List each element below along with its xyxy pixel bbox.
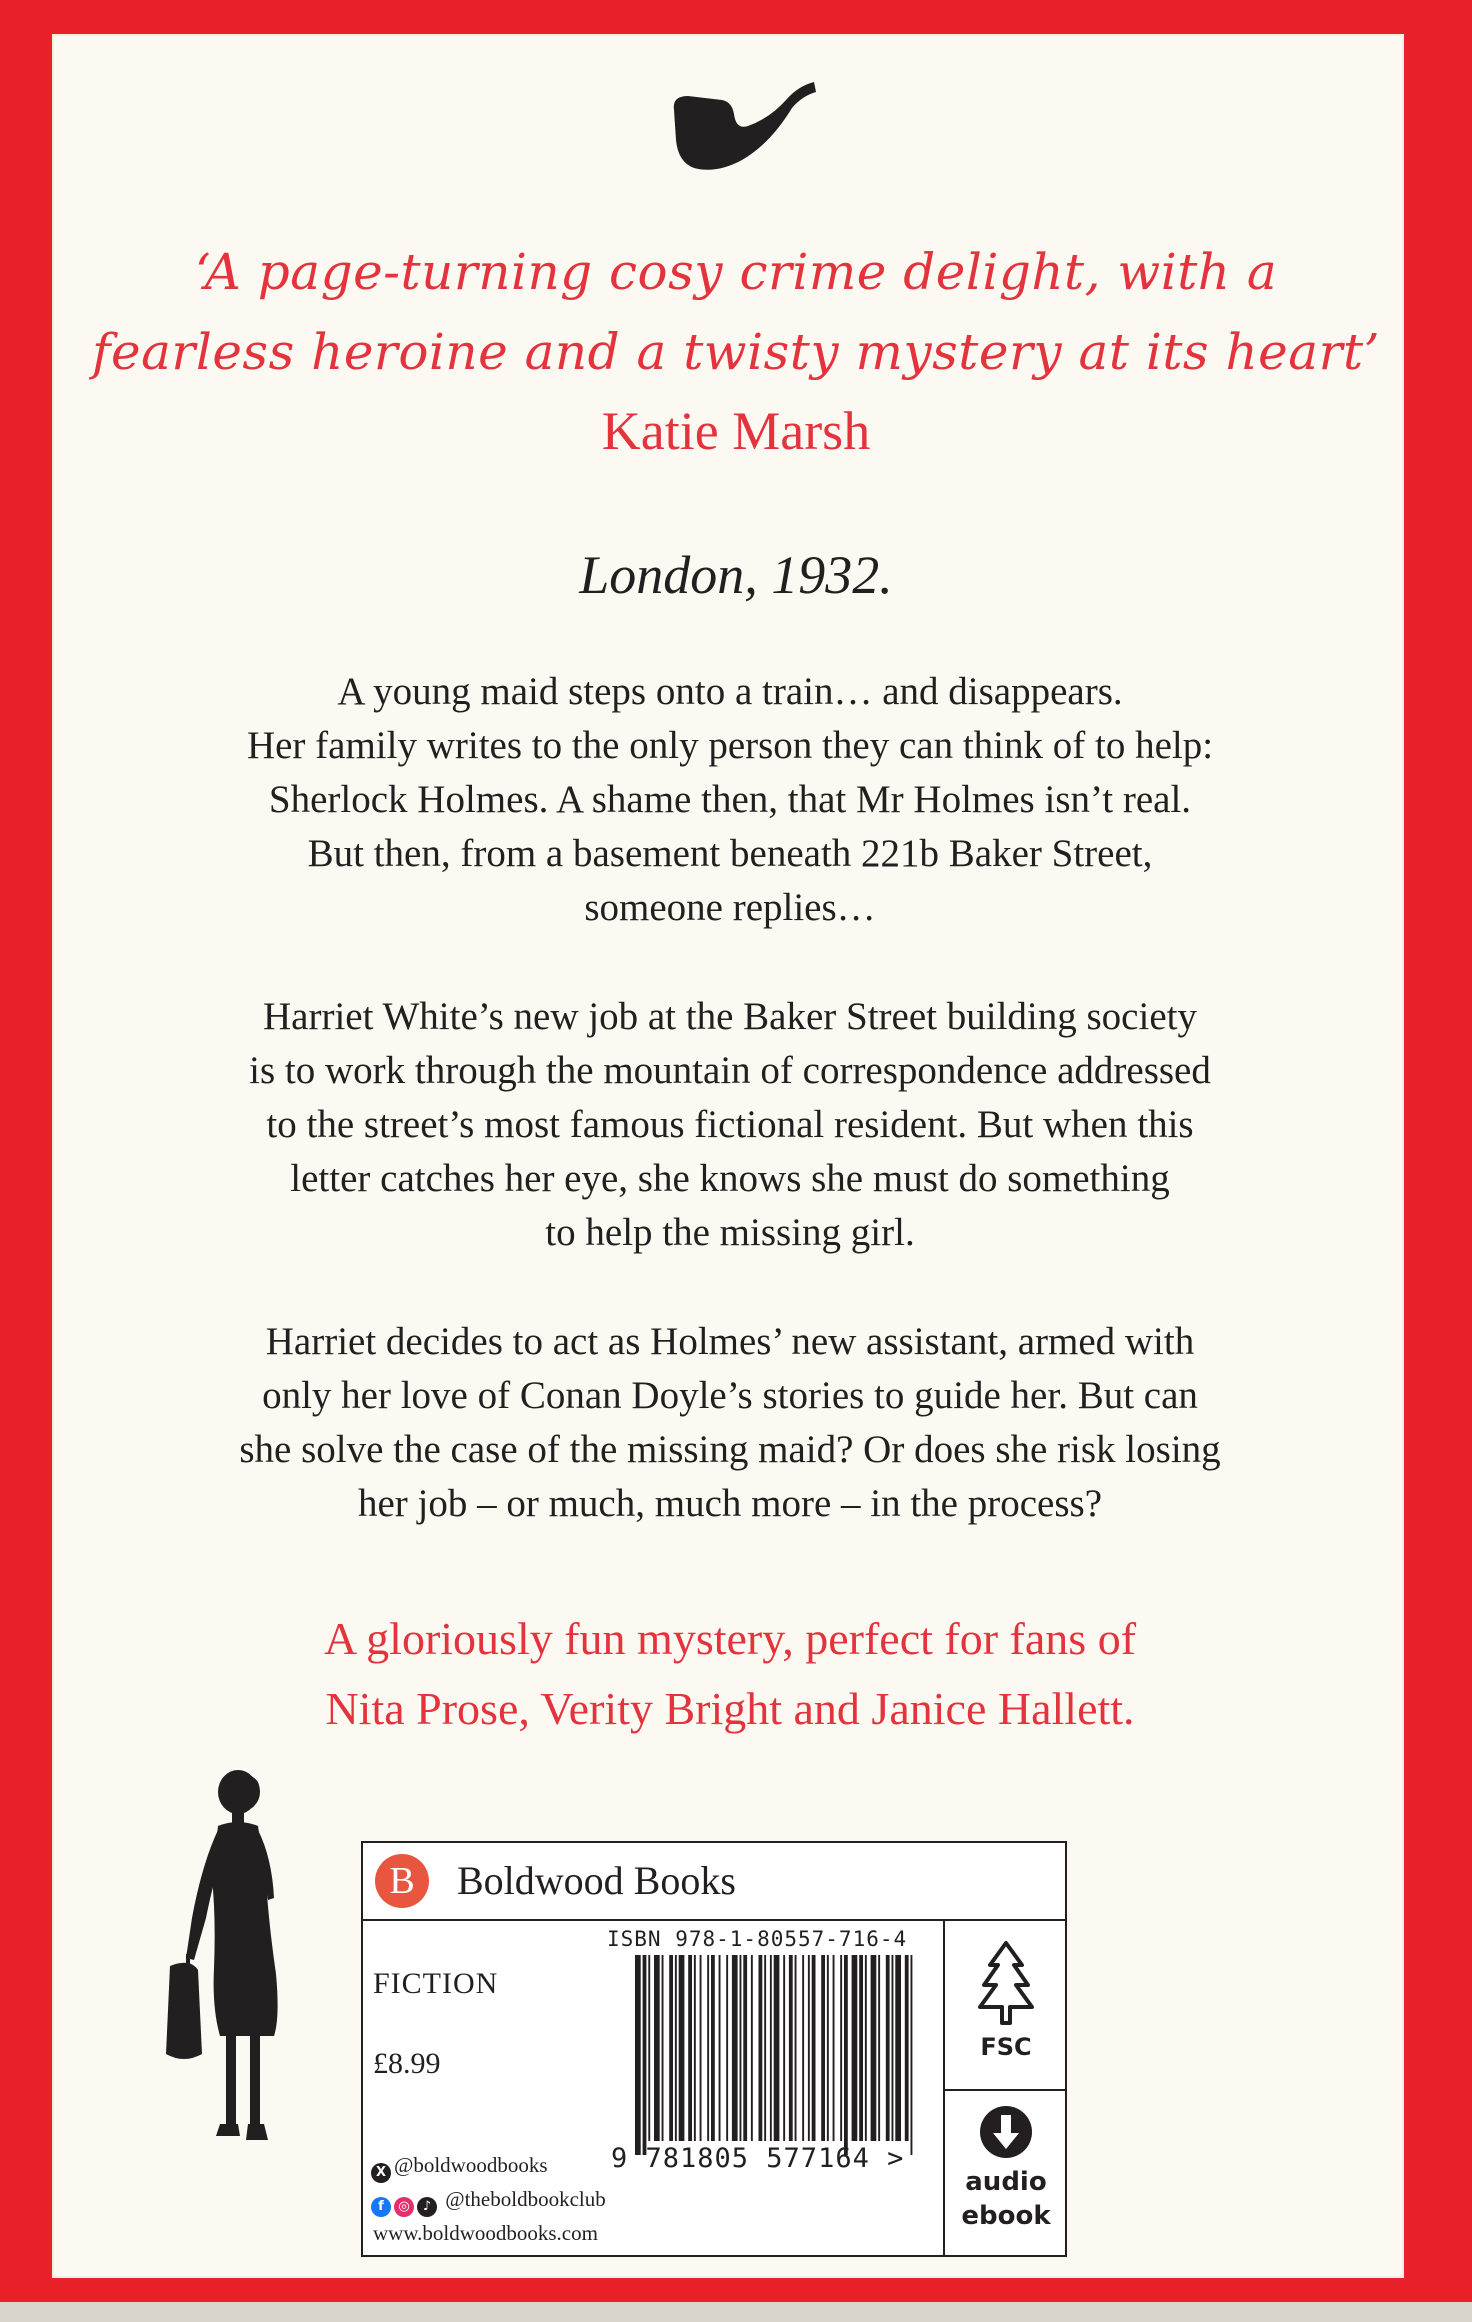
barcode-bar — [707, 1955, 709, 2141]
website-row — [373, 2221, 598, 2246]
fsc-tree-icon — [976, 1939, 1036, 2027]
price-label: £8.99 — [373, 2047, 441, 2080]
fsc-label: FSC — [980, 2033, 1032, 2061]
blurb-line: A young maid steps onto a train… and disappears. — [337, 670, 1123, 713]
barcode-bar — [694, 1955, 696, 2141]
audio-ebook-label — [945, 2165, 1067, 2233]
barcode-bar — [740, 1955, 742, 2141]
barcode-bar — [886, 1955, 890, 2141]
barcode-bar — [743, 1955, 747, 2141]
blurb-line: Harriet White’s new job at the Baker Street building society — [263, 995, 1197, 1038]
barcode-bar — [865, 1955, 867, 2141]
barcode-bar — [719, 1955, 721, 2141]
blurb-paragraph-3 — [110, 1315, 1350, 1531]
ebook-label: ebook — [961, 2201, 1051, 2231]
barcode-bar — [789, 1955, 793, 2141]
x-handle: @boldwoodbooks — [394, 2153, 548, 2177]
barcode-bar — [808, 1955, 810, 2141]
barcode-bar — [669, 1955, 673, 2141]
barcode-bar — [700, 1955, 702, 2141]
barcode-bar — [635, 1955, 641, 2155]
barcode-bar — [878, 1955, 880, 2141]
barcode-bar — [844, 1955, 848, 2155]
barcode-bar — [795, 1955, 797, 2141]
instagram-icon: ◎ — [394, 2197, 414, 2217]
barcode-bar — [812, 1955, 816, 2141]
barcode-bar — [770, 1955, 772, 2141]
barcode-bar — [911, 1955, 913, 2155]
x-handle-row — [371, 2153, 548, 2183]
blurb-line: letter catches her eye, she knows she must do something — [290, 1157, 1170, 1200]
barcode-bar — [859, 1955, 863, 2141]
blurb-line: But then, from a basement beneath 221b Baker Street, — [307, 832, 1153, 875]
genre-label: FICTION — [373, 1967, 499, 2000]
barcode-bar — [648, 1955, 650, 2141]
barcode-bar — [751, 1955, 753, 2141]
setting-heading: London, 1932. — [579, 545, 893, 605]
barcode-bar — [840, 1955, 842, 2141]
pipe-icon — [672, 74, 817, 180]
audio-label: audio — [965, 2167, 1047, 2197]
blurb-line: Her family writes to the only person they can think of to help: — [246, 724, 1214, 767]
barcode-digits: 9 781805 577164 > — [611, 2143, 905, 2174]
blurb-paragraph-2 — [110, 990, 1350, 1260]
tagline — [90, 1604, 1370, 1744]
barcode-bar — [892, 1955, 894, 2141]
facebook-icon: f — [371, 2197, 391, 2217]
blurb-line: Harriet decides to act as Holmes’ new assistant, armed with — [265, 1320, 1195, 1363]
club-handle: @theboldbookclub — [445, 2187, 606, 2211]
barcode-box — [361, 1841, 1067, 2257]
barcode-bar — [895, 1955, 901, 2141]
fsc-mark — [943, 1921, 1067, 2091]
barcode-bar — [802, 1955, 804, 2141]
download-arrow-icon — [979, 2105, 1033, 2159]
barcode-bar — [643, 1955, 647, 2155]
barcode-bar — [688, 1955, 692, 2141]
audio-ebook-mark — [943, 2091, 1067, 2255]
club-handle-row — [371, 2187, 606, 2217]
barcode-bar — [821, 1955, 825, 2141]
barcode-bar — [783, 1955, 785, 2141]
barcode-bar — [726, 1955, 728, 2141]
quote-line: fearless heroine and a twisty mystery at its heart’ — [92, 323, 1380, 381]
barcode-bar — [871, 1955, 877, 2141]
barcode-bar — [852, 1955, 858, 2141]
barcode-bar — [759, 1955, 763, 2141]
barcode-bar — [827, 1955, 829, 2141]
barcode-bar — [711, 1955, 715, 2141]
barcode-bar — [732, 1955, 738, 2141]
blurb-line: to the street’s most famous fictional resident. But when this — [266, 1103, 1194, 1146]
review-quote — [70, 232, 1402, 392]
publisher-logo: B — [375, 1854, 429, 1908]
barcode-bar — [679, 1955, 685, 2141]
publisher-name: Boldwood Books — [457, 1858, 736, 1903]
maid-silhouette-icon — [156, 1768, 301, 2161]
blurb-line: only her love of Conan Doyle’s stories to guide her. But can — [262, 1374, 1198, 1417]
barcode-bar — [662, 1955, 664, 2141]
blurb-line: Sherlock Holmes. A shame then, that Mr Holmes isn’t real. — [268, 778, 1192, 821]
blurb-line: she solve the case of the missing maid? Or does she risk losing — [239, 1428, 1221, 1471]
barcode-bar — [905, 1955, 909, 2141]
quote-line: ‘A page-turning cosy crime delight, with a — [194, 243, 1278, 301]
tagline-line: Nita Prose, Verity Bright and Janice Hallett. — [325, 1683, 1135, 1734]
barcode-bar — [833, 1955, 835, 2141]
tagline-line: A gloriously fun mystery, perfect for fans of — [323, 1613, 1137, 1664]
barcode-bar — [774, 1955, 780, 2141]
quote-author: Katie Marsh — [601, 401, 871, 461]
blurb-line: is to work through the mountain of correspondence addressed — [249, 1049, 1211, 1092]
barcode-bar — [764, 1955, 766, 2141]
isbn-text: ISBN 978-1-80557-716-4 — [607, 1927, 908, 1951]
publisher-header — [363, 1843, 1065, 1921]
x-icon: X — [371, 2163, 391, 2183]
blurb-line: her job – or much, much more – in the process? — [357, 1482, 1103, 1525]
website-link: www.boldwoodbooks.com — [373, 2221, 598, 2245]
blurb-paragraph-1 — [110, 665, 1350, 935]
barcode-bar — [654, 1955, 660, 2141]
blurb-line: to help the missing girl. — [545, 1211, 915, 1254]
tiktok-icon: ♪ — [417, 2197, 437, 2217]
bottom-edge — [0, 2302, 1472, 2322]
blurb-line: someone replies… — [584, 886, 876, 929]
barcode-bar — [675, 1955, 677, 2141]
